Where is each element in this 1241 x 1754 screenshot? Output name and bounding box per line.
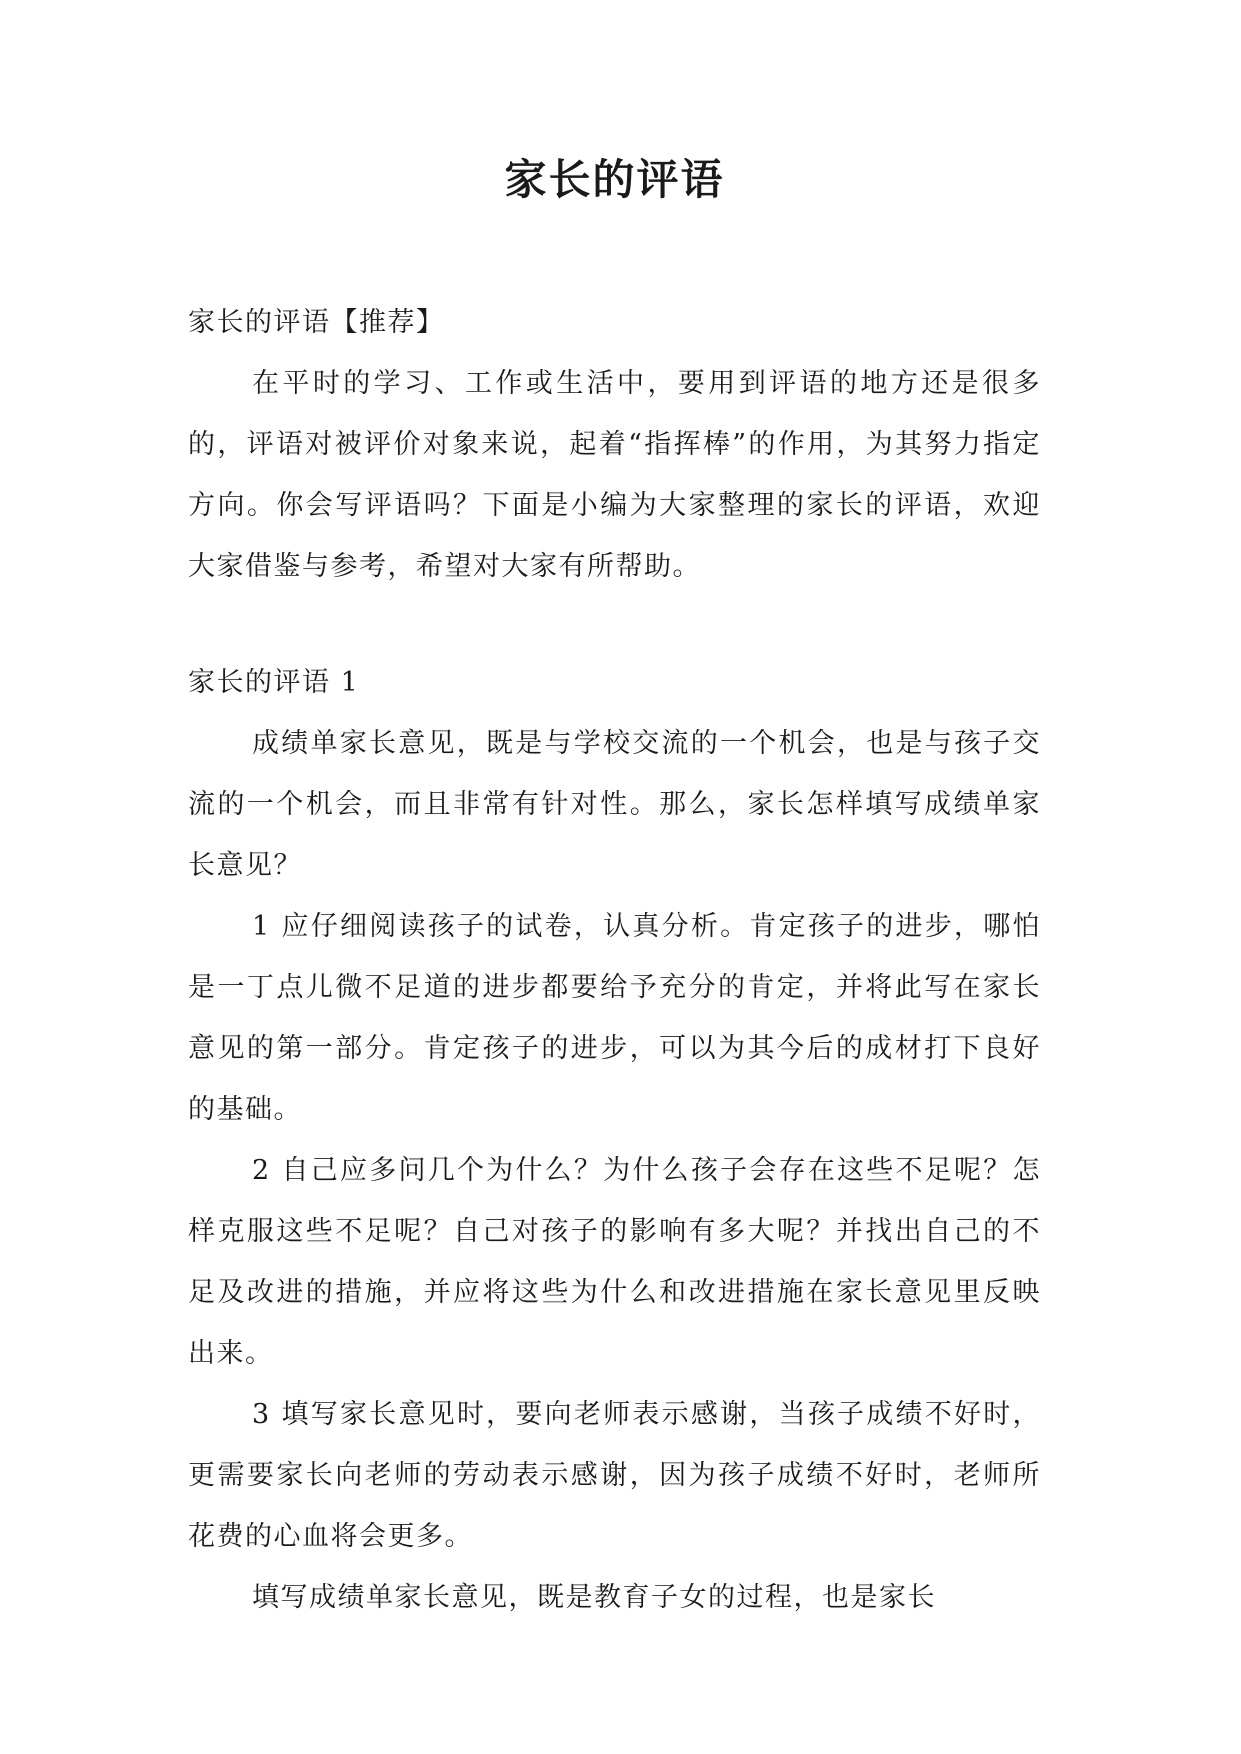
- paragraph: 1 应仔细阅读孩子的试卷，认真分析。肯定孩子的进步，哪怕是一丁点儿微不足道的进步都要给予充分的肯定，并将此写在家长意见的第一部分。肯定孩子的进步，可以为其今后的成材打下良好的基础。: [188, 911, 1041, 1125]
- paragraph: 填写成绩单家长意见，既是教育子女的过程，也是家长: [252, 1582, 936, 1613]
- section-heading: 家长的评语【推荐】: [188, 307, 445, 338]
- section-heading: 家长的评语 1: [188, 667, 360, 698]
- paragraph: 在平时的学习、工作或生活中，要用到评语的地方还是很多的，评语对被评价对象来说，起着“指挥棒”的作用，为其努力指定方向。你会写评语吗？下面是小编为大家整理的家长的评语，欢迎大家借鉴与参考，希望对大家有所帮助。: [188, 368, 1041, 582]
- paragraph: 2 自己应多问几个为什么？为什么孩子会存在这些不足呢？怎样克服这些不足呢？自己对孩子的影响有多大呢？并找出自己的不足及改进的措施，并应将这些为什么和改进措施在家长意见里反映出来。: [188, 1155, 1041, 1369]
- paragraph: 成绩单家长意见，既是与学校交流的一个机会，也是与孩子交流的一个机会，而且非常有针对性。那么，家长怎样填写成绩单家长意见？: [188, 728, 1041, 881]
- section-intro: [188, 292, 1041, 597]
- section-1: [188, 652, 1041, 1628]
- document-title: 家长的评语: [504, 155, 725, 204]
- section-gap: [188, 597, 1041, 652]
- paragraph: 3 填写家长意见时，要向老师表示感谢，当孩子成绩不好时，更需要家长向老师的劳动表示感谢，因为孩子成绩不好时，老师所花费的心血将会更多。: [188, 1399, 1041, 1552]
